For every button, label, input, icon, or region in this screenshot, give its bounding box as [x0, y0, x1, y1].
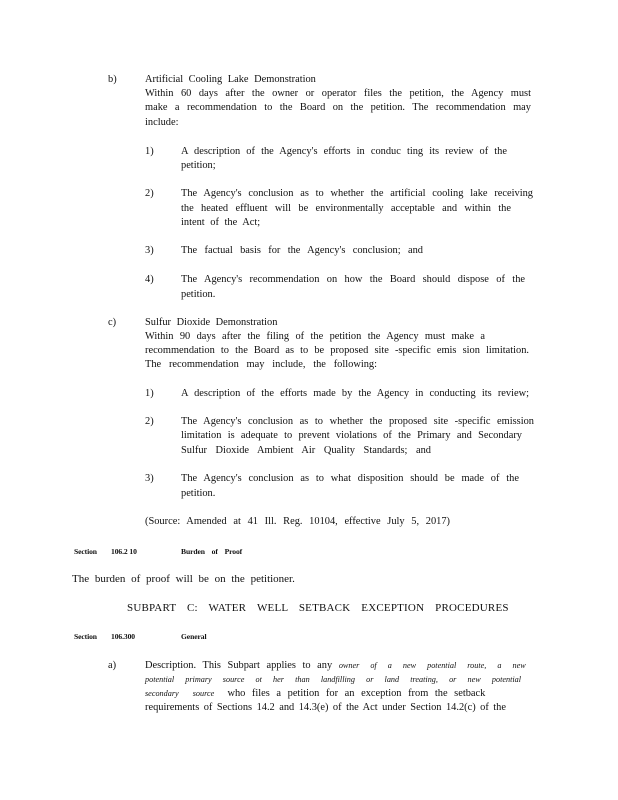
section-b-item-line: intent of the Act;	[181, 217, 261, 228]
section-b-intro-line: Within 60 days after the owner or operator files the petition, the Agency must	[145, 88, 531, 99]
section-b-item-line: The Agency's conclusion as to whether the artificial cooling lake receiving	[181, 188, 533, 199]
section-c-item-line: petition.	[181, 488, 216, 499]
paragraph-line	[145, 687, 485, 701]
italic-text: potential primary source ot her than landfilling or land treating, or new potential	[145, 675, 521, 684]
paragraph-line: requirements of Sections 14.2 and 14.3(e) of the Act under Section 14.2(c) of the	[145, 702, 506, 713]
section-c-intro-line: recommendation to the Board as to be proposed site -specific emis sion limitation.	[145, 345, 529, 356]
source-note: (Source: Amended at 41 Ill. Reg. 10104, effective July 5, 2017)	[145, 516, 450, 527]
italic-text: owner of a new potential route, a new	[338, 661, 526, 670]
section-title: Burden of Proof	[181, 547, 243, 556]
section-c-intro-line: The recommendation may include, the following:	[145, 359, 377, 370]
section-c-item-line: The Agency's conclusion as to what disposition should be made of the	[181, 473, 519, 484]
section-106-300-item-label: a)	[108, 660, 117, 671]
section-b-item-line: petition;	[181, 160, 216, 171]
section-b-item-number: 3)	[145, 245, 154, 256]
section-c-title: Sulfur Dioxide Demonstration	[145, 317, 278, 328]
section-c-item-number: 3)	[145, 473, 154, 484]
section-c-item-line: The Agency's conclusion as to whether the proposed site -specific emission	[181, 416, 534, 427]
section-b-intro-line: include:	[145, 117, 179, 128]
section-b-item-line: The Agency's recommendation on how the Board should dispose of the	[181, 274, 525, 285]
section-c-item-line: limitation is adequate to prevent violations of the Primary and Secondary	[181, 430, 522, 441]
section-b-item-line: the heated effluent will be environmentally acceptable and within the	[181, 203, 511, 214]
section-b-item-line: A description of the Agency's efforts in conduc ting its review of the	[181, 146, 507, 157]
section-label: Section	[74, 632, 97, 641]
section-body: The burden of proof will be on the petitioner.	[72, 573, 295, 585]
section-c-item-number: 1)	[145, 388, 154, 399]
section-b-item-number: 4)	[145, 274, 154, 285]
regular-text: Description. This Subpart applies to any	[145, 660, 333, 671]
section-c-item-line: A description of the efforts made by the Agency in conducting its review;	[181, 388, 529, 399]
section-c-intro-line: Within 90 days after the filing of the petition the Agency must make a	[145, 331, 485, 342]
paragraph-line	[145, 659, 526, 673]
section-b-label: b)	[108, 74, 117, 85]
section-b-item-number: 1)	[145, 146, 154, 157]
section-label: Section	[74, 547, 97, 556]
section-b-item-line: petition.	[181, 289, 216, 300]
section-c-item-number: 2)	[145, 416, 154, 427]
regular-text: who files a petition for an exception from the setback	[227, 688, 486, 699]
section-b-item-line: The factual basis for the Agency's conclusion; and	[181, 245, 423, 256]
section-b-item-number: 2)	[145, 188, 154, 199]
italic-text: secondary source	[145, 689, 215, 698]
section-c-item-line: Sulfur Dioxide Ambient Air Quality Standards; and	[181, 445, 431, 456]
subpart-heading: SUBPART C: WATER WELL SETBACK EXCEPTION PROCEDURES	[127, 602, 509, 614]
section-number: 106.300	[111, 632, 135, 641]
section-c-label: c)	[108, 317, 117, 328]
section-b-title: Artificial Cooling Lake Demonstration	[145, 74, 316, 85]
section-title: General	[181, 632, 207, 641]
section-number: 106.2 10	[111, 547, 137, 556]
section-b-intro-line: make a recommendation to the Board on the petition. The recommendation may	[145, 102, 531, 113]
